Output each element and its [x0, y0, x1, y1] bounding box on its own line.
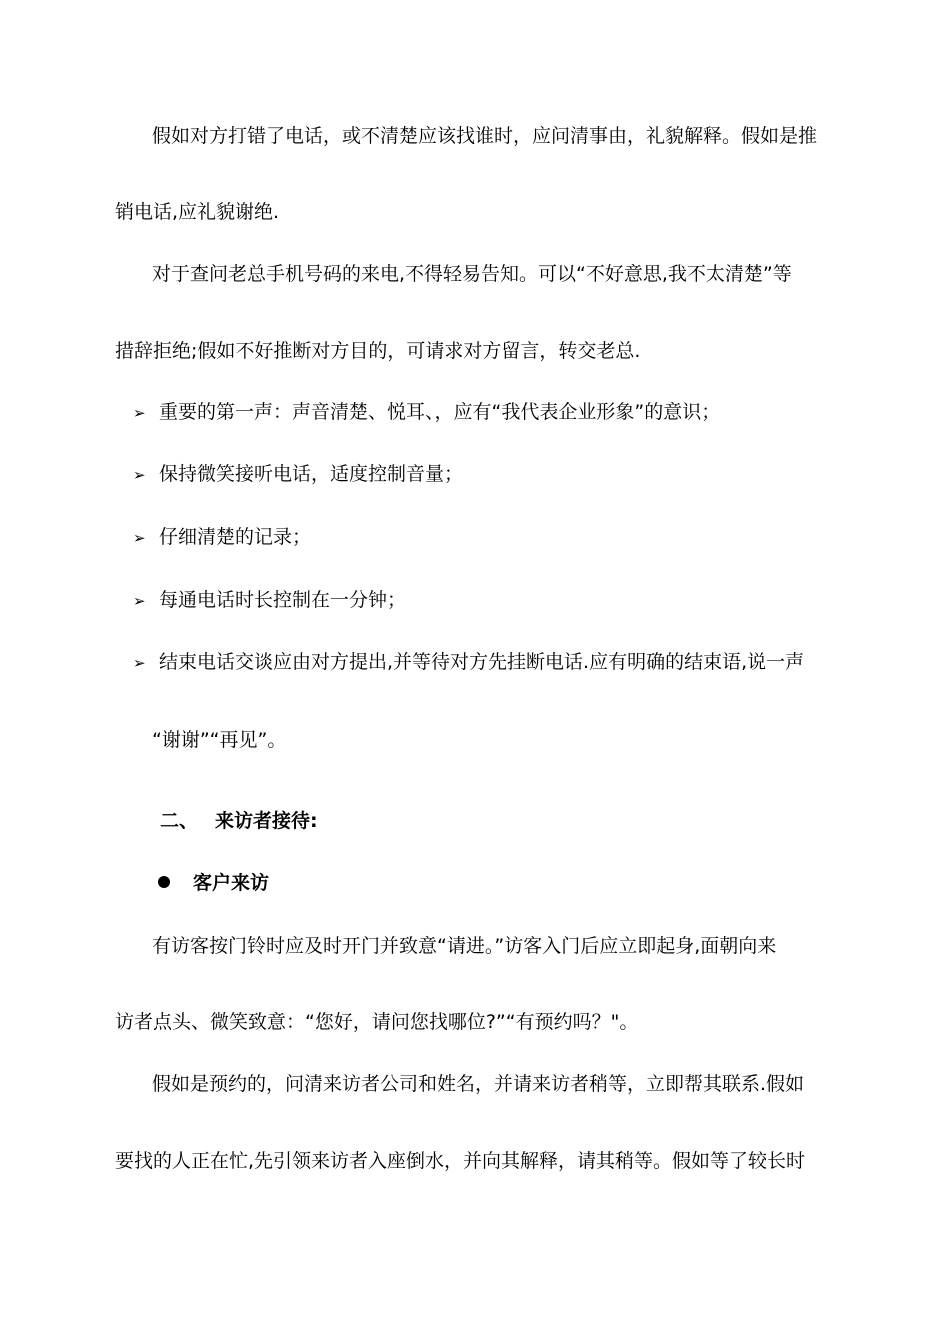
paragraph-line: 对于查问老总手机号码的来电,不得轻易告知。可以“不好意思,我不太清楚”等	[152, 263, 792, 285]
arrow-bullet-icon: ➢	[133, 404, 146, 422]
list-item	[133, 522, 311, 552]
list-item	[133, 397, 720, 427]
paragraph-line: 有访客按门铃时应及时开门并致意“请进。”访客入门后应立即起身,面朝向来	[152, 935, 777, 957]
arrow-bullet-icon: ➢	[133, 654, 146, 672]
subheading	[158, 868, 269, 898]
arrow-bullet-icon: ➢	[133, 592, 146, 610]
list-item	[133, 459, 463, 489]
list-item-text: 每通电话时长控制在一分钟；	[159, 589, 407, 611]
bullet-dot-icon	[158, 876, 170, 888]
paragraph-line: 假如是预约的，问清来访者公司和姓名，并请来访者稍等，立即帮其联系.假如	[152, 1073, 805, 1095]
list-item-text: 仔细清楚的记录；	[159, 526, 312, 548]
paragraph-line: 销电话,应礼貌谢绝.	[115, 201, 280, 223]
section-title: 来访者接待:	[215, 810, 318, 832]
paragraph-line: 要找的人正在忙,先引领来访者入座倒水，并向其解释，请其稍等。假如等了较长时	[115, 1150, 806, 1172]
arrow-bullet-icon: ➢	[133, 466, 146, 484]
list-item-text: 保持微笑接听电话，适度控制音量；	[159, 463, 464, 485]
arrow-bullet-icon: ➢	[133, 529, 146, 547]
section-heading	[160, 806, 318, 836]
section-number: 二、	[160, 810, 199, 832]
paragraph-line: 措辞拒绝;假如不好推断对方目的，可请求对方留言，转交老总.	[115, 340, 641, 362]
list-item	[133, 585, 406, 615]
list-item-text: 结束电话交谈应由对方提出,并等待对方先挂断电话.应有明确的结束语,说一声	[159, 651, 805, 673]
paragraph-line: 假如对方打错了电话，或不清楚应该找谁时，应问清事由，礼貌解释。假如是推	[152, 125, 818, 147]
list-item-text: 重要的第一声：声音清楚、悦耳、，应有“我代表企业形象”的意识；	[159, 401, 721, 423]
list-item	[133, 647, 804, 677]
subheading-text: 客户来访	[193, 872, 270, 894]
list-item-continuation: “谢谢”“再见”。	[152, 729, 287, 751]
paragraph-line: 访者点头、微笑致意：“您好，请问您找哪位?”“有预约吗？"。	[115, 1011, 639, 1033]
